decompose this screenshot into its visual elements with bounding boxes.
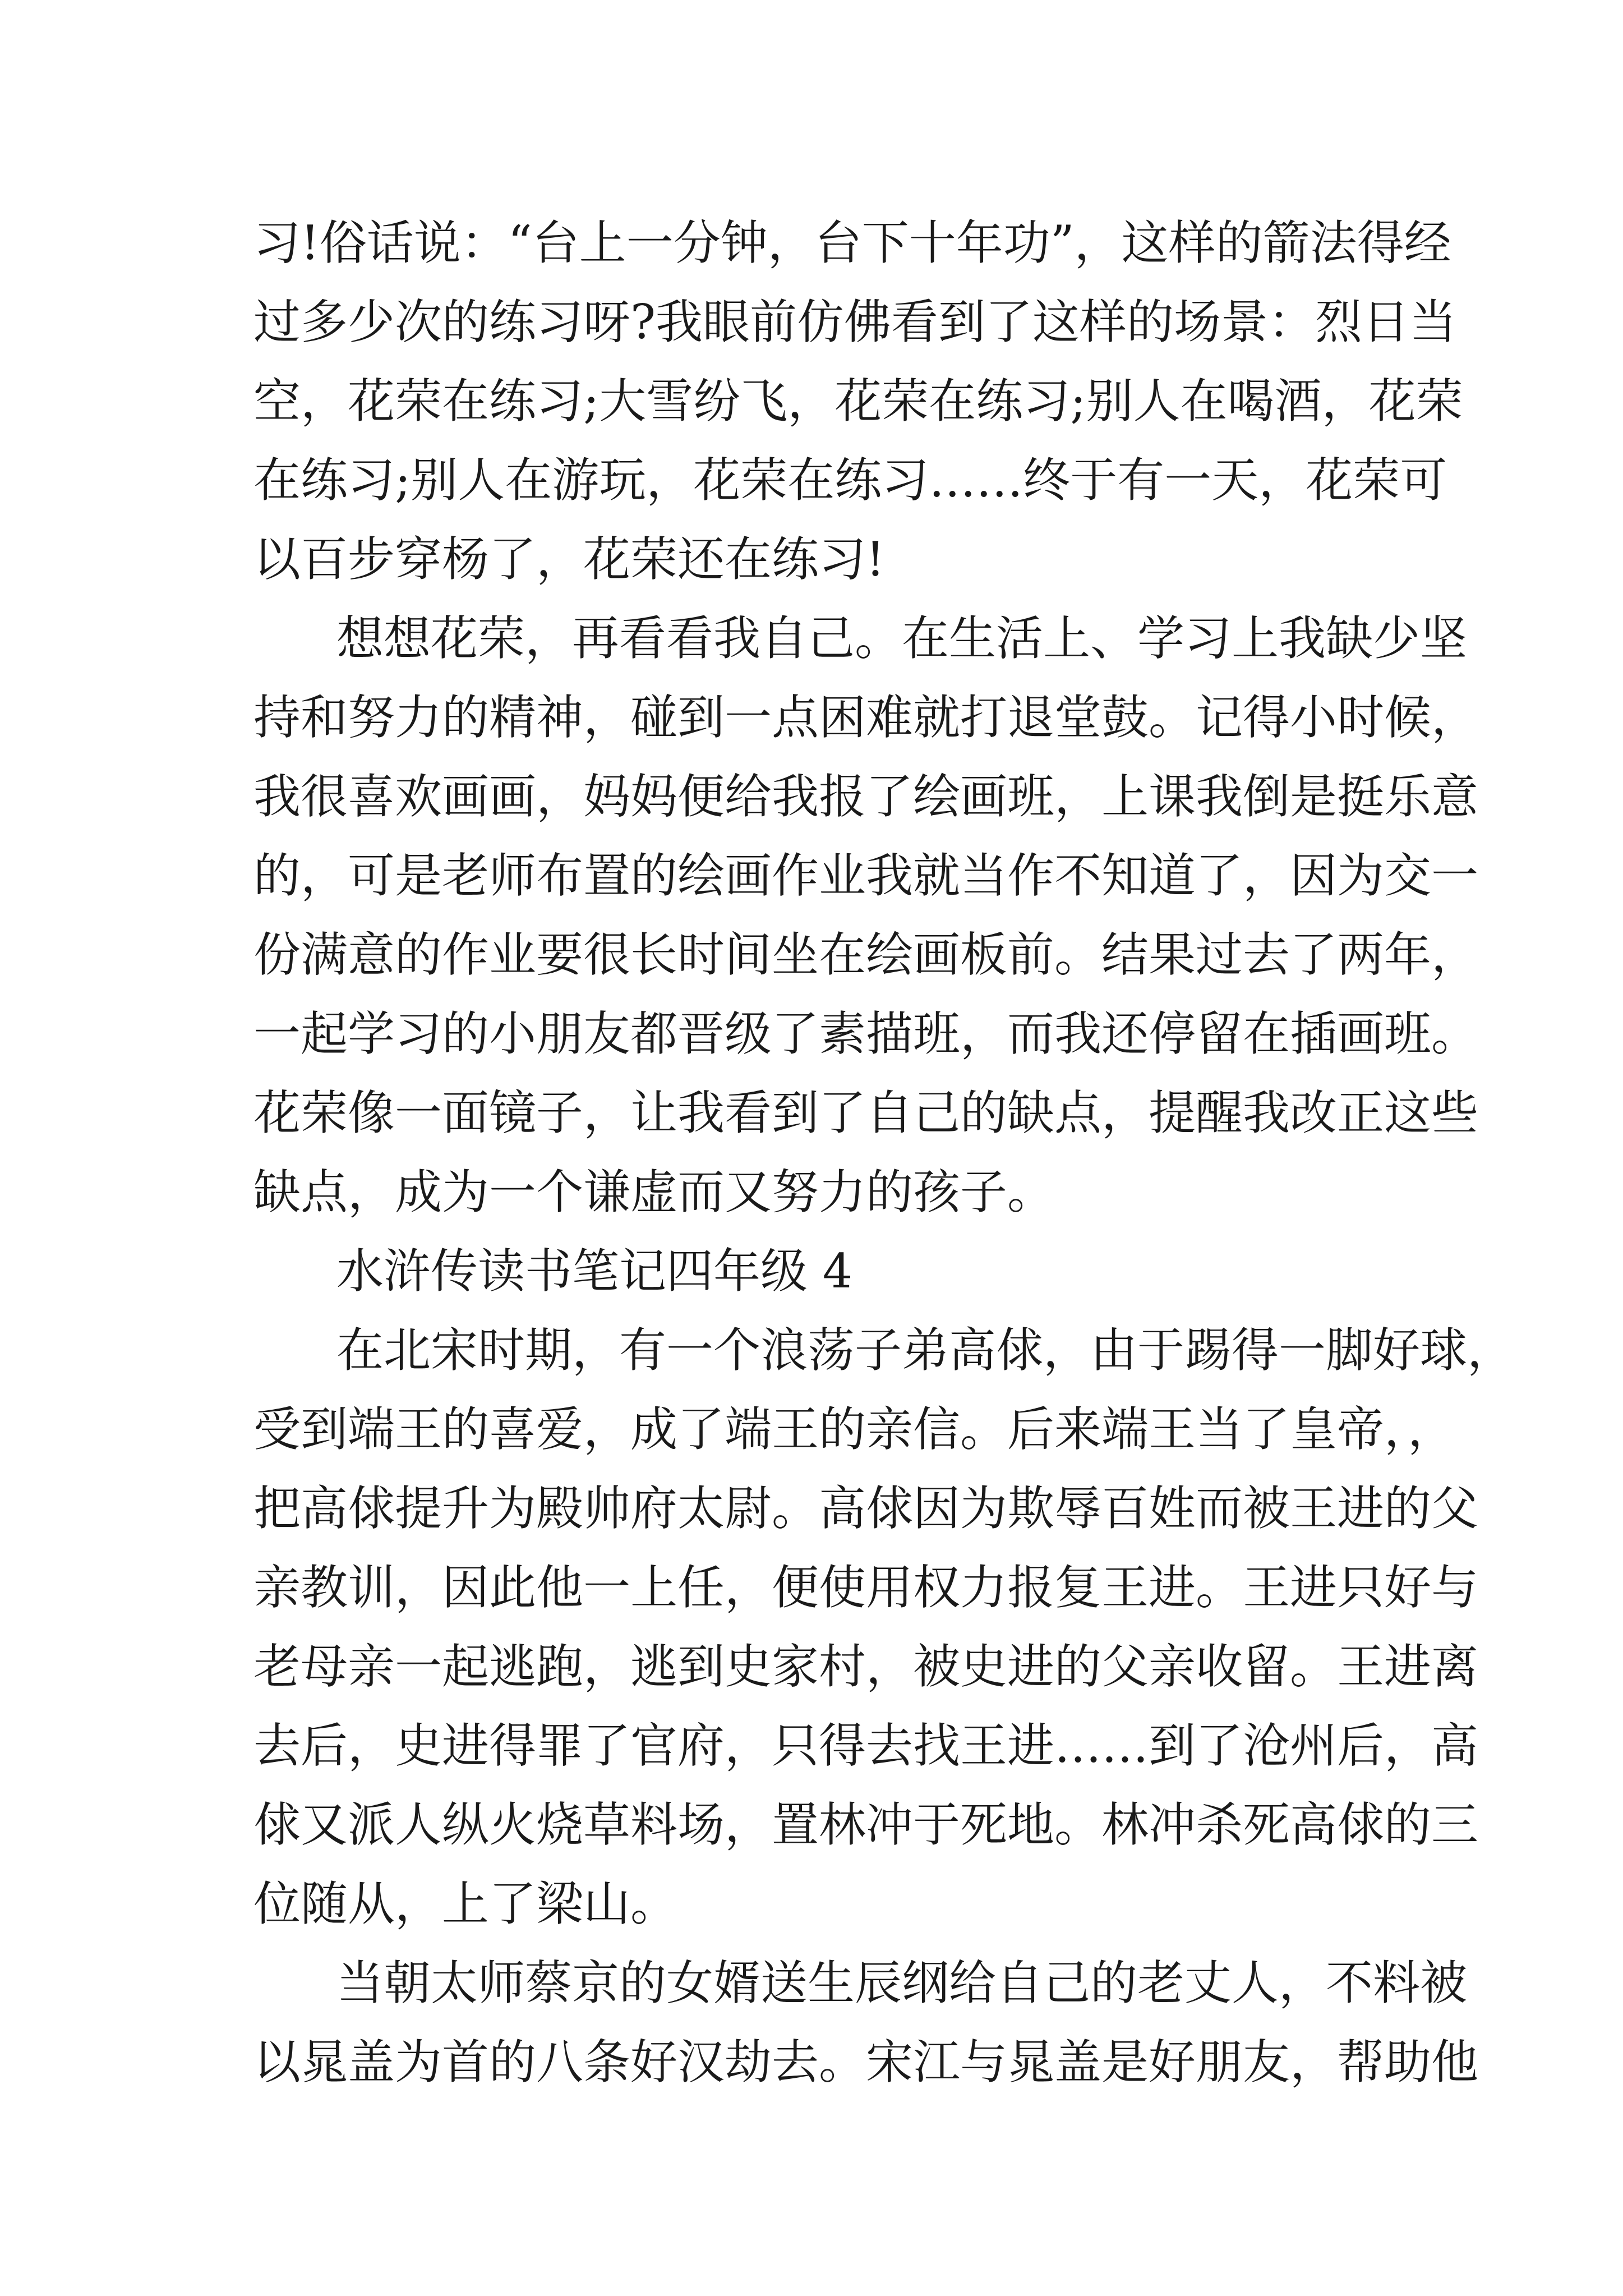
text-line-22: 位随从，上了梁山。 — [253, 1876, 678, 1931]
text-line-1: 习!俗话说：“台上一分钟，台下十年功”，这样的箭法得经 — [253, 215, 1451, 270]
text-line-7: 持和努力的精神，碰到一点困难就打退堂鼓。记得小时候， — [253, 690, 1479, 745]
text-line-2: 过多少次的练习呀?我眼前仿佛看到了这样的场景：烈日当 — [253, 295, 1457, 349]
text-line-11: 一起学习的小朋友都晋级了素描班，而我还停留在插画班。 — [253, 1006, 1479, 1061]
text-line-8: 我很喜欢画画，妈妈便给我报了绘画班，上课我倒是挺乐意 — [253, 769, 1479, 824]
section-heading: 水浒传读书笔记四年级 4 — [336, 1244, 853, 1299]
text-line-12: 花荣像一面镜子，让我看到了自己的缺点，提醒我改正这些 — [253, 1085, 1479, 1140]
text-line-19: 老母亲一起逃跑，逃到史家村，被史进的父亲收留。王进离 — [253, 1639, 1479, 1694]
text-line-17: 把高俅提升为殿帅府太尉。高俅因为欺辱百姓而被王进的父 — [253, 1481, 1479, 1536]
paragraph-start-line: 当朝太师蔡京的女婿送生辰纲给自己的老丈人，不料被 — [336, 1955, 1468, 2010]
text-line-13: 缺点，成为一个谦虚而又努力的孩子。 — [253, 1165, 1055, 1220]
text-line-4: 在练习;别人在游玩，花荣在练习……终于有一天，花荣可 — [253, 453, 1447, 508]
text-line-20: 去后，史进得罪了官府，只得去找王进……到了沧州后，高 — [253, 1718, 1479, 1773]
text-line-16: 受到端王的喜爱，成了端王的亲信。后来端王当了皇帝，， — [253, 1402, 1455, 1457]
text-line-24: 以晁盖为首的八条好汉劫去。宋江与晁盖是好朋友，帮助他 — [253, 2035, 1479, 2090]
text-line-5: 以百步穿杨了，花荣还在练习! — [253, 532, 885, 587]
text-line-3: 空，花荣在练习;大雪纷飞，花荣在练习;别人在喝酒，花荣 — [253, 374, 1463, 429]
text-line-9: 的，可是老师布置的绘画作业我就当作不知道了，因为交一 — [253, 848, 1479, 903]
paragraph-start-line: 想想花荣，再看看我自己。在生活上、学习上我缺少坚 — [336, 611, 1468, 666]
text-line-10: 份满意的作业要很长时间坐在绘画板前。结果过去了两年， — [253, 927, 1479, 982]
text-line-18: 亲教训，因此他一上任，便使用权力报复王进。王进只好与 — [253, 1560, 1479, 1615]
text-line-21: 俅又派人纵火烧草料场，置林冲于死地。林冲杀死高俅的三 — [253, 1797, 1479, 1852]
paragraph-start-line: 在北宋时期，有一个浪荡子弟高俅，由于踢得一脚好球， — [336, 1323, 1515, 1378]
